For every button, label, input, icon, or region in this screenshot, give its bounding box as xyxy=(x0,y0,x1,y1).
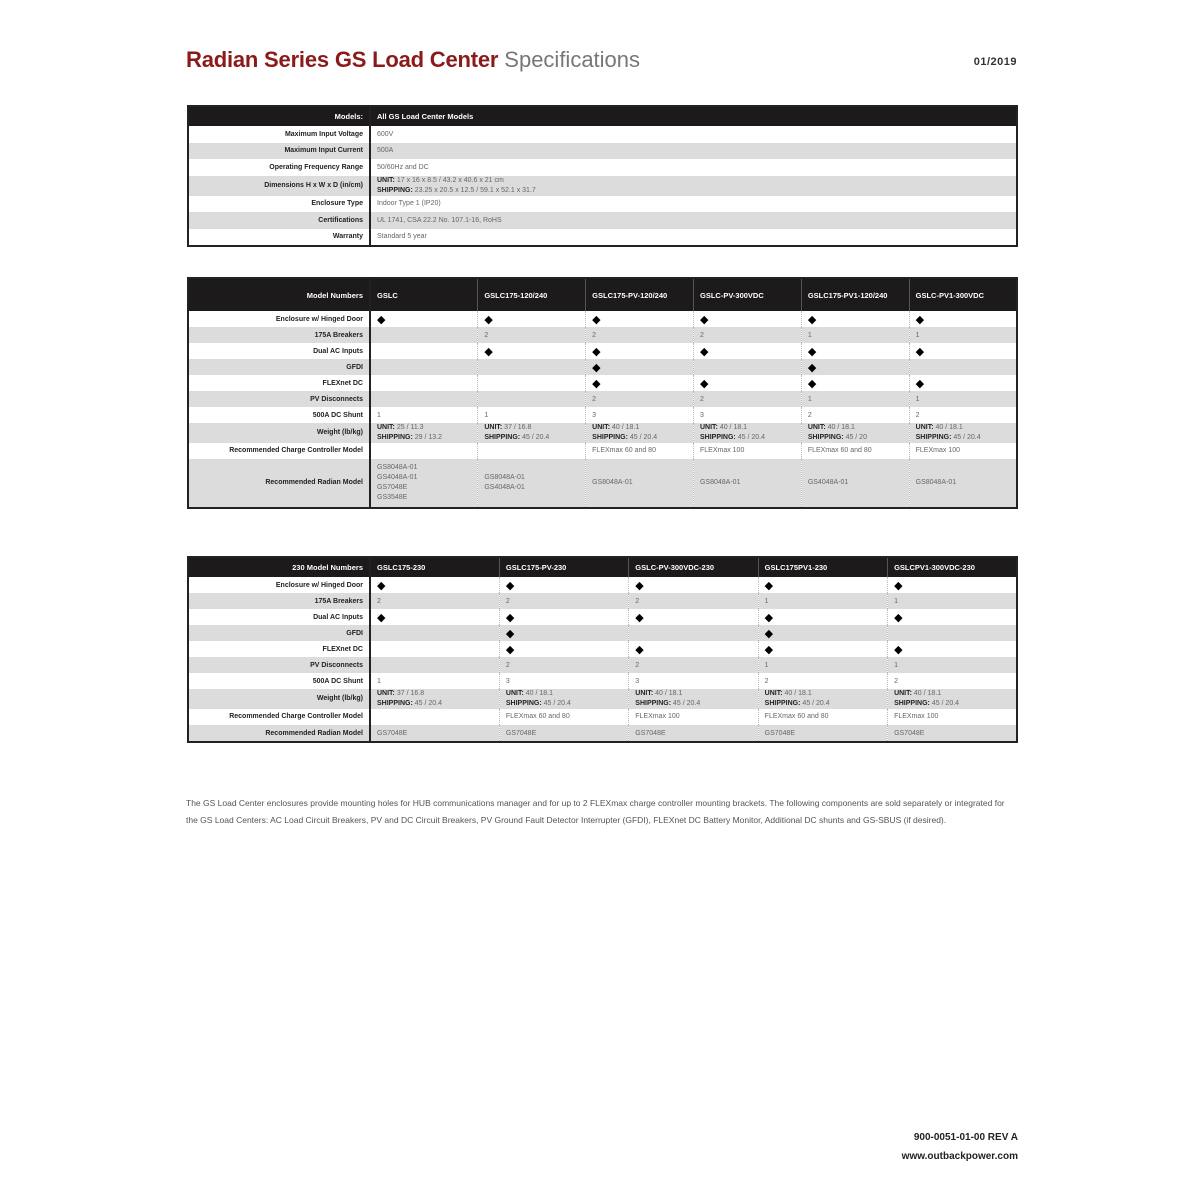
weight-cell: UNIT: 25 / 11.3 SHIPPING: 29 / 13.2 xyxy=(370,423,478,443)
row-value: 50/60Hz and DC xyxy=(370,159,1017,176)
row-label: Weight (lb/kg) xyxy=(188,689,370,709)
radian-model-cell: GS4048A-01 xyxy=(801,459,909,508)
cell-value: 1 xyxy=(370,673,499,689)
included-diamond-icon: ◆ xyxy=(693,343,801,359)
table-row xyxy=(188,126,1017,143)
included-diamond-icon: ◆ xyxy=(888,641,1017,657)
included-diamond-icon: ◆ xyxy=(758,577,887,593)
column-header: GSLC175-PV-230 xyxy=(499,557,628,577)
included-diamond-icon: ◆ xyxy=(693,375,801,391)
cell-value: 2 xyxy=(629,593,758,609)
header-label: Model Numbers xyxy=(188,278,370,311)
included-diamond-icon: ◆ xyxy=(370,609,499,625)
cell-value: 1 xyxy=(801,391,909,407)
general-specs-table xyxy=(187,105,1018,247)
table-row xyxy=(188,577,1017,593)
row-label: PV Disconnects xyxy=(188,391,370,407)
radian-model-cell: GS8048A-01 GS4048A-01 GS7048E GS3548E xyxy=(370,459,478,508)
cell-value: 2 xyxy=(586,391,694,407)
cell-value xyxy=(478,359,586,375)
row-label: FLEXnet DC xyxy=(188,375,370,391)
row-label: Dual AC Inputs xyxy=(188,343,370,359)
included-diamond-icon: ◆ xyxy=(888,577,1017,593)
cell-value: 1 xyxy=(758,593,887,609)
row-label: Maximum Input Current xyxy=(188,143,370,160)
radian-model-cell: GS8048A-01 xyxy=(693,459,801,508)
title-bold: Radian Series GS Load Center xyxy=(186,47,499,72)
row-value: UL 1741, CSA 22.2 No. 107.1-16, RoHS xyxy=(370,212,1017,229)
included-diamond-icon: ◆ xyxy=(629,577,758,593)
table-row xyxy=(188,343,1017,359)
cell-value: 2 xyxy=(370,593,499,609)
row-label: Dimensions H x W x D (in/cm) xyxy=(188,176,370,196)
row-label: GFDI xyxy=(188,625,370,641)
cell-value: FLEXmax 100 xyxy=(888,709,1017,725)
column-header: GSLC-PV-300VDC-230 xyxy=(629,557,758,577)
cell-value: 2 xyxy=(758,673,887,689)
table-row xyxy=(188,625,1017,641)
weight-cell: UNIT: 40 / 18.1 SHIPPING: 45 / 20.4 xyxy=(499,689,628,709)
row-label: Enclosure w/ Hinged Door xyxy=(188,577,370,593)
column-header: GSLC175-120/240 xyxy=(478,278,586,311)
cell-value xyxy=(370,709,499,725)
included-diamond-icon: ◆ xyxy=(888,609,1017,625)
included-diamond-icon: ◆ xyxy=(370,311,478,327)
included-diamond-icon: ◆ xyxy=(629,609,758,625)
column-header: GSLCPV1-300VDC-230 xyxy=(888,557,1017,577)
model-numbers-table xyxy=(187,277,1018,509)
cell-value xyxy=(370,641,499,657)
cell-value: GS7048E xyxy=(888,725,1017,742)
table-row xyxy=(188,327,1017,343)
doc-number: 900-0051-01-00 REV A xyxy=(913,1132,1018,1143)
table-row xyxy=(188,143,1017,160)
row-label: Weight (lb/kg) xyxy=(188,423,370,443)
cell-value: 1 xyxy=(370,407,478,423)
table-row xyxy=(188,423,1017,443)
table-row xyxy=(188,196,1017,213)
column-header: GSLC-PV-300VDC xyxy=(693,278,801,311)
cell-value xyxy=(478,443,586,459)
cell-value xyxy=(629,625,758,641)
cell-value: 1 xyxy=(888,657,1017,673)
cell-value: 3 xyxy=(629,673,758,689)
row-label: FLEXnet DC xyxy=(188,641,370,657)
cell-value: FLEXmax 100 xyxy=(629,709,758,725)
included-diamond-icon: ◆ xyxy=(758,609,887,625)
cell-value: 1 xyxy=(909,327,1017,343)
included-diamond-icon: ◆ xyxy=(586,359,694,375)
table-row xyxy=(188,407,1017,423)
table-row xyxy=(188,709,1017,725)
row-value: 500A xyxy=(370,143,1017,160)
cell-value xyxy=(370,359,478,375)
table-row xyxy=(188,443,1017,459)
table-row xyxy=(188,375,1017,391)
cell-value: GS7048E xyxy=(758,725,887,742)
row-label: GFDI xyxy=(188,359,370,375)
row-label: Enclosure Type xyxy=(188,196,370,213)
row-label: 175A Breakers xyxy=(188,593,370,609)
cell-value: 3 xyxy=(693,407,801,423)
title-light: Specifications xyxy=(504,47,641,72)
cell-value: 1 xyxy=(478,407,586,423)
weight-cell: UNIT: 40 / 18.1 SHIPPING: 45 / 20.4 xyxy=(693,423,801,443)
cell-value: FLEXmax 60 and 80 xyxy=(586,443,694,459)
table-row xyxy=(188,159,1017,176)
cell-value xyxy=(478,375,586,391)
column-header: GSLC175PV1-230 xyxy=(758,557,887,577)
footnote: The GS Load Center enclosures provide mounting holes for HUB communications manager and for up to 2 FLEXmax charge controller mounting brackets. The following components are sold separately or integrated for the GS Load Centers: AC Load Circuit Breakers, PV and DC Circuit Breakers, PV Ground Fault Detector Interrupter (GFDI), FLEXnet DC Battery Monitor, Additional DC shunts and GS-SBUS (if desired). xyxy=(186,798,1005,825)
included-diamond-icon: ◆ xyxy=(629,641,758,657)
table-row xyxy=(188,311,1017,327)
cell-value xyxy=(370,343,478,359)
cell-value: FLEXmax 60 and 80 xyxy=(801,443,909,459)
included-diamond-icon: ◆ xyxy=(801,359,909,375)
included-diamond-icon: ◆ xyxy=(801,311,909,327)
cell-value xyxy=(909,359,1017,375)
included-diamond-icon: ◆ xyxy=(370,577,499,593)
row-label: 175A Breakers xyxy=(188,327,370,343)
cell-value: GS7048E xyxy=(629,725,758,742)
cell-value xyxy=(888,625,1017,641)
cell-value: FLEXmax 100 xyxy=(693,443,801,459)
included-diamond-icon: ◆ xyxy=(758,641,887,657)
included-diamond-icon: ◆ xyxy=(586,311,694,327)
row-label: Warranty xyxy=(188,229,370,247)
column-header: GSLC175-PV1-120/240 xyxy=(801,278,909,311)
unit-label: UNIT: xyxy=(377,176,395,184)
cell-value: 2 xyxy=(586,327,694,343)
cell-value: 2 xyxy=(499,657,628,673)
weight-cell: UNIT: 37 / 16.8 SHIPPING: 45 / 20.4 xyxy=(478,423,586,443)
cell-value xyxy=(370,625,499,641)
included-diamond-icon: ◆ xyxy=(909,311,1017,327)
cell-value: 2 xyxy=(629,657,758,673)
footer xyxy=(902,1128,1018,1166)
table-row xyxy=(188,725,1017,742)
row-label: Certifications xyxy=(188,212,370,229)
cell-value xyxy=(370,657,499,673)
table-row xyxy=(188,657,1017,673)
cell-value: FLEXmax 100 xyxy=(909,443,1017,459)
cell-value xyxy=(370,375,478,391)
page-title xyxy=(186,46,640,74)
included-diamond-icon: ◆ xyxy=(909,343,1017,359)
cell-value: 2 xyxy=(801,407,909,423)
cell-value: GS7048E xyxy=(499,725,628,742)
table-row xyxy=(188,641,1017,657)
models-header-label: Models: xyxy=(188,106,370,126)
radian-model-cell: GS8048A-01 xyxy=(586,459,694,508)
unit-value: 17 x 16 x 8.5 / 43.2 x 40.6 x 21 cm xyxy=(396,176,504,184)
weight-cell: UNIT: 40 / 18.1 SHIPPING: 45 / 20 xyxy=(801,423,909,443)
included-diamond-icon: ◆ xyxy=(758,625,887,641)
cell-value: FLEXmax 60 and 80 xyxy=(758,709,887,725)
table-row xyxy=(188,229,1017,247)
table-row xyxy=(188,593,1017,609)
cell-value: 1 xyxy=(758,657,887,673)
cell-value: 1 xyxy=(909,391,1017,407)
weight-cell: UNIT: 37 / 16.8 SHIPPING: 45 / 20.4 xyxy=(370,689,499,709)
cell-value: GS7048E xyxy=(370,725,499,742)
document-date: 01/2019 xyxy=(973,56,1017,68)
cell-value: 2 xyxy=(478,327,586,343)
included-diamond-icon: ◆ xyxy=(801,343,909,359)
included-diamond-icon: ◆ xyxy=(499,609,628,625)
weight-cell: UNIT: 40 / 18.1 SHIPPING: 45 / 20.4 xyxy=(586,423,694,443)
row-label: PV Disconnects xyxy=(188,657,370,673)
cell-value xyxy=(478,391,586,407)
row-label: 500A DC Shunt xyxy=(188,673,370,689)
included-diamond-icon: ◆ xyxy=(499,641,628,657)
included-diamond-icon: ◆ xyxy=(499,577,628,593)
row-value: Indoor Type 1 (IP20) xyxy=(370,196,1017,213)
table-row xyxy=(188,359,1017,375)
row-value: 600V xyxy=(370,126,1017,143)
table-row xyxy=(188,689,1017,709)
table-row xyxy=(188,391,1017,407)
weight-cell: UNIT: 40 / 18.1 SHIPPING: 45 / 20.4 xyxy=(629,689,758,709)
shipping-label: SHIPPING: xyxy=(377,186,413,194)
cell-value: 3 xyxy=(586,407,694,423)
cell-value: 2 xyxy=(499,593,628,609)
included-diamond-icon: ◆ xyxy=(586,375,694,391)
cell-value xyxy=(693,359,801,375)
table-row xyxy=(188,176,1017,196)
cell-value xyxy=(370,391,478,407)
table-row xyxy=(188,212,1017,229)
230-model-numbers-table xyxy=(187,556,1018,743)
cell-value: 2 xyxy=(693,327,801,343)
header-label: 230 Model Numbers xyxy=(188,557,370,577)
row-label: Recommended Charge Controller Model xyxy=(188,709,370,725)
column-header: GSLC xyxy=(370,278,478,311)
row-label: 500A DC Shunt xyxy=(188,407,370,423)
table-row xyxy=(188,673,1017,689)
included-diamond-icon: ◆ xyxy=(586,343,694,359)
included-diamond-icon: ◆ xyxy=(478,311,586,327)
row-label: Dual AC Inputs xyxy=(188,609,370,625)
table-row xyxy=(188,609,1017,625)
included-diamond-icon: ◆ xyxy=(801,375,909,391)
cell-value: 3 xyxy=(499,673,628,689)
weight-cell: UNIT: 40 / 18.1 SHIPPING: 45 / 20.4 xyxy=(888,689,1017,709)
radian-model-cell: GS8048A-01 GS4048A-01 xyxy=(478,459,586,508)
included-diamond-icon: ◆ xyxy=(909,375,1017,391)
row-label: Recommended Radian Model xyxy=(188,459,370,508)
row-label: Recommended Charge Controller Model xyxy=(188,443,370,459)
cell-value xyxy=(370,443,478,459)
table-row xyxy=(188,459,1017,508)
column-header: GSLC-PV1-300VDC xyxy=(909,278,1017,311)
row-label: Maximum Input Voltage xyxy=(188,126,370,143)
weight-cell: UNIT: 40 / 18.1 SHIPPING: 45 / 20.4 xyxy=(758,689,887,709)
included-diamond-icon: ◆ xyxy=(478,343,586,359)
row-label: Recommended Radian Model xyxy=(188,725,370,742)
included-diamond-icon: ◆ xyxy=(693,311,801,327)
cell-value: 2 xyxy=(888,673,1017,689)
column-header: GSLC175-PV-120/240 xyxy=(586,278,694,311)
row-value xyxy=(370,176,1017,196)
website-link[interactable]: www.outbackpower.com xyxy=(901,1151,1018,1162)
radian-model-cell: GS8048A-01 xyxy=(909,459,1017,508)
cell-value: 2 xyxy=(909,407,1017,423)
row-value: Standard 5 year xyxy=(370,229,1017,247)
cell-value: FLEXmax 60 and 80 xyxy=(499,709,628,725)
cell-value xyxy=(370,327,478,343)
cell-value: 2 xyxy=(693,391,801,407)
row-label: Enclosure w/ Hinged Door xyxy=(188,311,370,327)
row-label: Operating Frequency Range xyxy=(188,159,370,176)
shipping-value: 23.25 x 20.5 x 12.5 / 59.1 x 52.1 x 31.7 xyxy=(414,186,536,194)
weight-cell: UNIT: 40 / 18.1 SHIPPING: 45 / 20.4 xyxy=(909,423,1017,443)
column-header: GSLC175-230 xyxy=(370,557,499,577)
models-header-value: All GS Load Center Models xyxy=(370,106,1017,126)
included-diamond-icon: ◆ xyxy=(499,625,628,641)
cell-value: 1 xyxy=(801,327,909,343)
cell-value: 1 xyxy=(888,593,1017,609)
